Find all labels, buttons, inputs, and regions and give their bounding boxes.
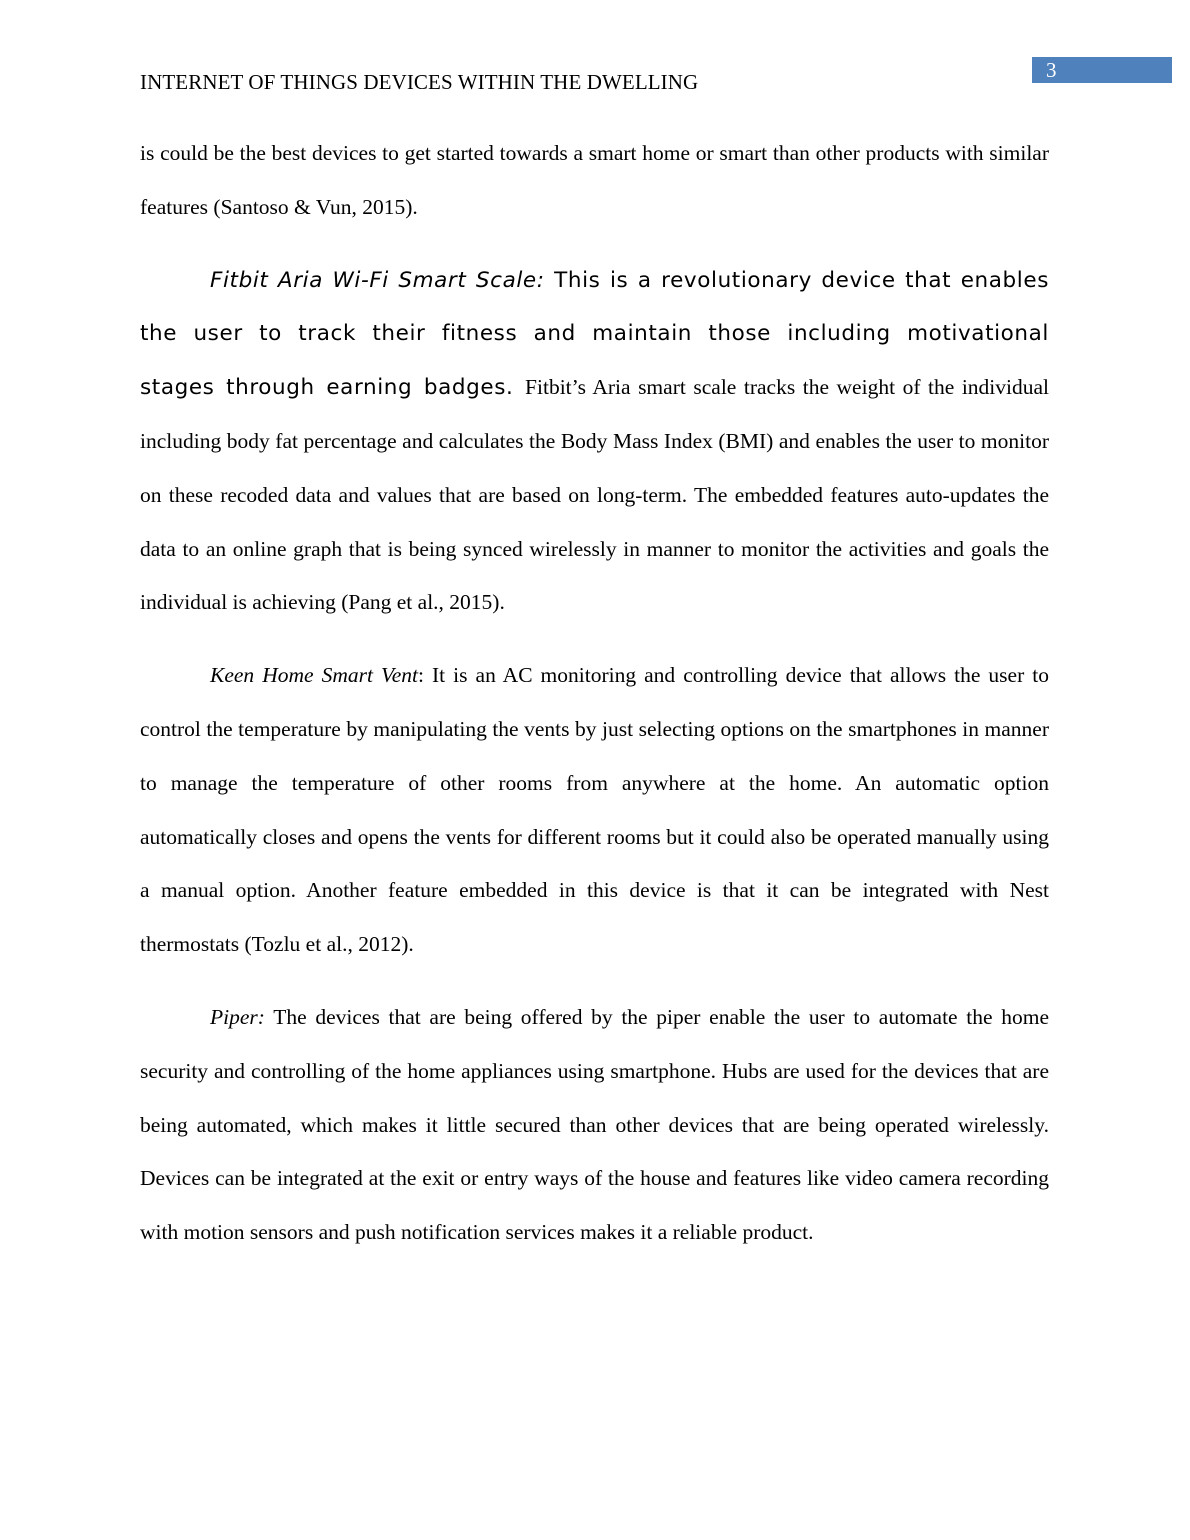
paragraph-continuation: is could be the best devices to get started towards a smart home or smart than other products with similar features (Santoso & Vun, 2015). [140,141,1049,219]
piper-text: The devices that are being offered by the piper enable the user to automate the home security and controlling of the home appliances using smartphone. Hubs are used for the devices that are being automated, which makes it little secured than other devices that are being operated wirelessly. Devices can be integrated at the exit or entry ways of the house and features like video camera recording with motion sensors and push notification services makes it a reliable product. [140,1004,1049,1245]
fitbit-aria-lead: This is a revolutionary device that enables the user to track their fitness and maintain those including motivational stages through earning badges. [140,267,1049,401]
piper-title: Piper: [210,1004,265,1029]
fitbit-aria-text: Fitbit’s Aria smart scale tracks the weight of the individual including body fat percentage and calculates the Body Mass Index (BMI) and enables the user to monitor on these recoded data and values that are based on long-term. The embedded features auto-updates the data to an online graph that is being synced wirelessly in manner to monitor the activities and goals the individual is achieving (Pang et al., 2015). [140,375,1049,615]
paragraph-keen-home [140,649,1049,972]
document-body [140,127,1049,1260]
page-number: 3 [1032,57,1172,83]
keen-home-title: Keen Home Smart Vent [210,663,418,688]
fitbit-aria-title: Fitbit Aria Wi-Fi Smart Scale: [210,267,545,293]
keen-home-text: : It is an AC monitoring and controlling device that allows the user to control the temperature by manipulating the vents by just selecting options on the smartphones in manner to manage the temperature of other rooms from anywhere at the home. An automatic option automatically closes and opens the vents for different rooms but it could also be operated manually using a manual option. Another feature embedded in this device is that it can be integrated with Nest thermostats (Tozlu et al., 2012). [140,663,1050,957]
paragraph-fitbit-aria [140,254,1049,631]
paragraph-piper [140,991,1049,1260]
running-head: INTERNET OF THINGS DEVICES WITHIN THE DWELLING [140,70,699,94]
